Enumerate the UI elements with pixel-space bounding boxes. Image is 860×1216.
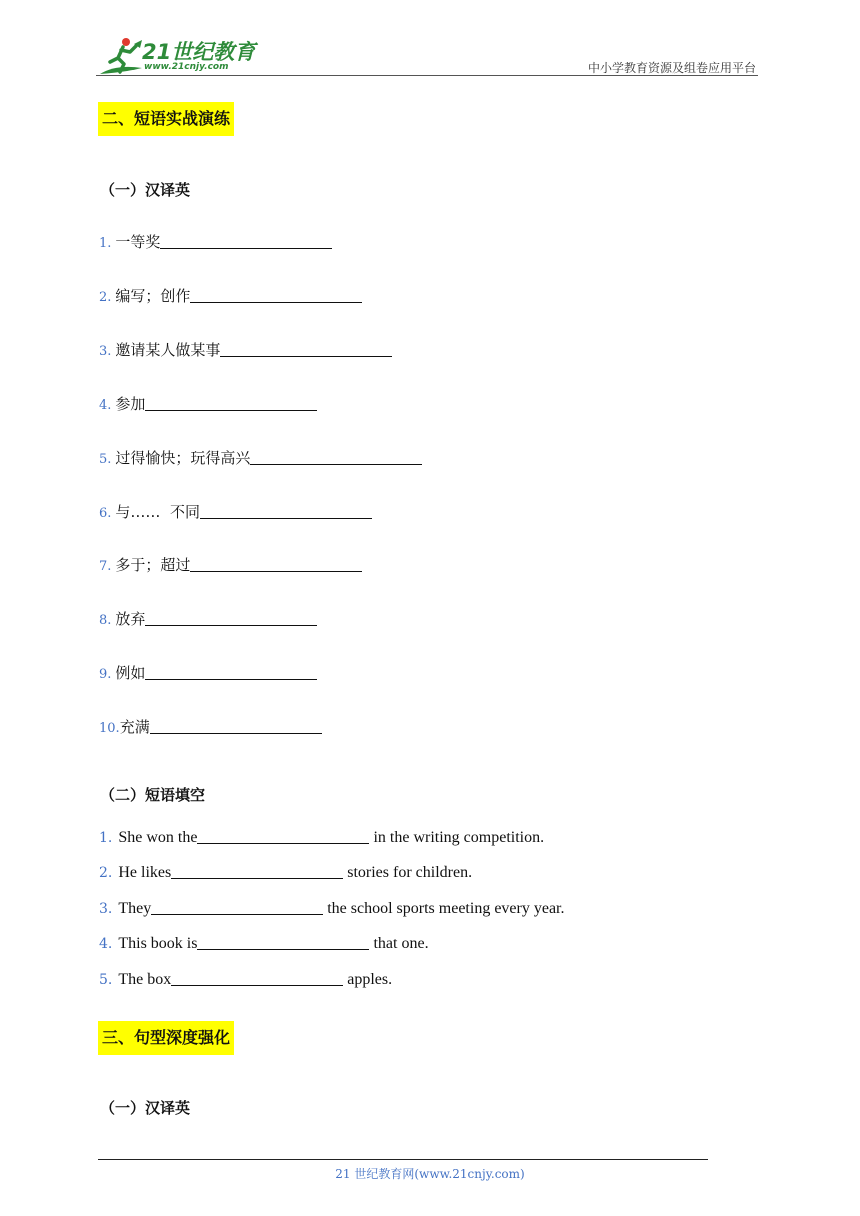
answer-blank[interactable] [171,970,343,986]
answer-blank[interactable] [150,718,322,734]
list-item [99,503,372,523]
site-logo [96,34,266,78]
list-item [99,449,422,469]
list-item [99,556,362,576]
answer-blank[interactable] [145,610,317,626]
item-after: apples. [343,971,393,988]
item-text: 多于；超过 [115,556,191,574]
item-before: The box [118,971,172,988]
answer-blank[interactable] [197,828,369,844]
item-text: 过得愉快；玩得高兴 [115,449,251,467]
item-text: 例如 [115,664,146,682]
item-text: 充满 [119,718,150,736]
item-after: stories for children. [343,864,473,881]
item-before: This book is [118,935,198,952]
item-text: 参加 [115,395,146,413]
item-before: He likes [118,864,172,881]
item-text: 与…… 不同 [115,503,200,521]
list-item [99,664,317,684]
answer-blank[interactable] [145,664,317,680]
fill-item [99,970,392,989]
page-header [96,34,758,78]
answer-blank[interactable] [190,287,362,303]
answer-blank[interactable] [151,899,323,915]
list-item [99,233,332,253]
platform-name: 中小学教育资源及组卷应用平台 [587,61,756,75]
subsection-title-translate-2: （一）汉译英 [100,1099,191,1117]
item-number: 5. [99,972,113,988]
answer-blank[interactable] [197,934,369,950]
item-number: 6. [99,506,112,521]
answer-blank[interactable] [200,503,372,519]
list-item [99,341,392,361]
section-title-phrases: 二、短语实战演练 [98,102,234,136]
item-after: in the writing competition. [369,829,545,846]
item-after: the school sports meeting every year. [323,900,565,917]
item-text: 放弃 [115,610,146,628]
list-item [99,395,317,415]
item-number: 1. [99,830,113,846]
item-number: 2. [99,865,113,881]
item-number: 3. [99,344,112,359]
item-number: 8. [99,613,112,628]
list-item [99,287,362,307]
item-text: 一等奖 [115,233,161,251]
answer-blank[interactable] [160,233,332,249]
header-divider [96,75,758,76]
subsection-title-fill: （二）短语填空 [100,786,206,804]
list-item [99,610,317,630]
list-item [99,718,322,738]
item-number: 10. [99,721,120,736]
item-number: 4. [99,398,112,413]
item-text: 编写；创作 [115,287,191,305]
fill-item [99,899,565,918]
logo-text: 21世纪教育 [142,40,256,64]
item-number: 9. [99,667,112,682]
fill-item [99,828,544,847]
answer-blank[interactable] [171,863,343,879]
item-number: 2. [99,290,112,305]
item-number: 7. [99,559,112,574]
item-text: 邀请某人做某事 [115,341,221,359]
footer-divider [98,1159,708,1160]
item-number: 4. [99,936,113,952]
logo-url: www.21cnjy.com [144,62,229,72]
item-number: 3. [99,901,113,917]
section-title-sentences: 三、句型深度强化 [98,1021,234,1055]
item-after: that one. [369,935,429,952]
footer-text: 21 世纪教育网(www.21cnjy.com) [335,1167,525,1181]
item-number: 1. [99,236,112,251]
fill-item [99,863,472,882]
answer-blank[interactable] [145,395,317,411]
subsection-title-translate: （一）汉译英 [100,181,191,199]
item-number: 5. [99,452,112,467]
item-before: She won the [118,829,198,846]
fill-item [99,934,429,953]
answer-blank[interactable] [190,556,362,572]
item-before: They [118,900,152,917]
answer-blank[interactable] [250,449,422,465]
answer-blank[interactable] [220,341,392,357]
